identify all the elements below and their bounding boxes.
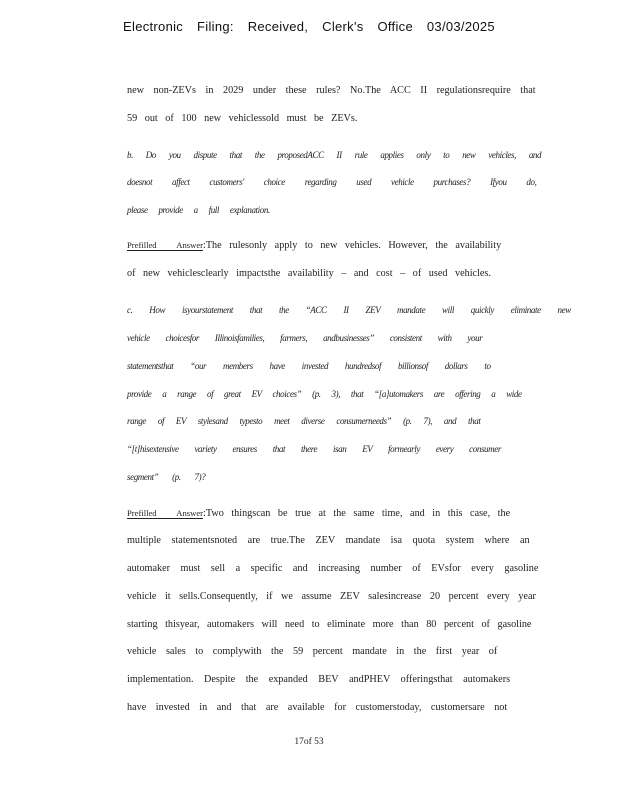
prefilled-answer-label: Prefilled Answer <box>127 240 203 250</box>
answer-line: automaker must sell a specific and increasing number of EVsfor every gasoline <box>127 563 539 574</box>
answer-text: :The rulesonly apply to new vehicles. However, the availability <box>203 240 502 251</box>
question-line: statementsthat “our members have invested hundredsof billionsof dollars to <box>127 361 491 371</box>
question-line: c. How isyourstatement that the “ACC II ZEV mandate will quickly eliminate new <box>127 305 571 315</box>
page-number: 17of 53 <box>294 737 324 747</box>
question-line: “[t]hisextensive variety ensures that there isan EV formearly every consumer <box>127 444 501 454</box>
body-line: new non-ZEVs in 2029 under these rules? No.The ACC II regulationsrequire that <box>127 85 536 96</box>
answer-line: have invested in and that are available for customerstoday, customersare not <box>127 702 508 713</box>
question-line: doesnot affect customers' choice regarding used vehicle purchases? Ifyou do, <box>127 177 537 187</box>
body-line: 59 out of 100 new vehiclessold must be ZEVs. <box>127 113 358 124</box>
question-line: segment” (p. 7)? <box>127 472 206 482</box>
question-line: vehicle choicesfor Illinoisfamilies, farmers, andbusinesses” consistent with your <box>127 333 483 343</box>
answer-line <box>127 508 510 519</box>
answer-line: starting thisyear, automakers will need to eliminate more than 80 percent of gasoline <box>127 619 532 630</box>
question-line: range of EV stylesand typesto meet diverse consumerneeds” (p. 7), and that <box>127 416 481 426</box>
filing-header: Electronic Filing: Received, Clerk's Office 03/03/2025 <box>123 19 495 34</box>
answer-line: of new vehiclesclearly impactsthe availability – and cost – of used vehicles. <box>127 268 491 279</box>
prefilled-answer-label: Prefilled Answer <box>127 508 203 518</box>
question-line: please provide a full explanation. <box>127 205 270 215</box>
answer-line: implementation. Despite the expanded BEV andPHEV offeringsthat automakers <box>127 674 511 685</box>
answer-text: :Two thingscan be true at the same time, and in this case, the <box>203 508 511 519</box>
answer-line: vehicle it sells.Consequently, if we assume ZEV salesincrease 20 percent every year <box>127 591 536 602</box>
question-line: b. Do you dispute that the proposedACC II rule applies only to new vehicles, and <box>127 150 542 160</box>
answer-line: vehicle sales to complywith the 59 percent mandate in the first year of <box>127 646 498 657</box>
question-line: provide a range of great EV choices” (p. 3), that “[a]utomakers are offering a wide <box>127 389 522 399</box>
answer-line: multiple statementsnoted are true.The ZEV mandate isa quota system where an <box>127 535 530 546</box>
answer-line <box>127 240 501 251</box>
